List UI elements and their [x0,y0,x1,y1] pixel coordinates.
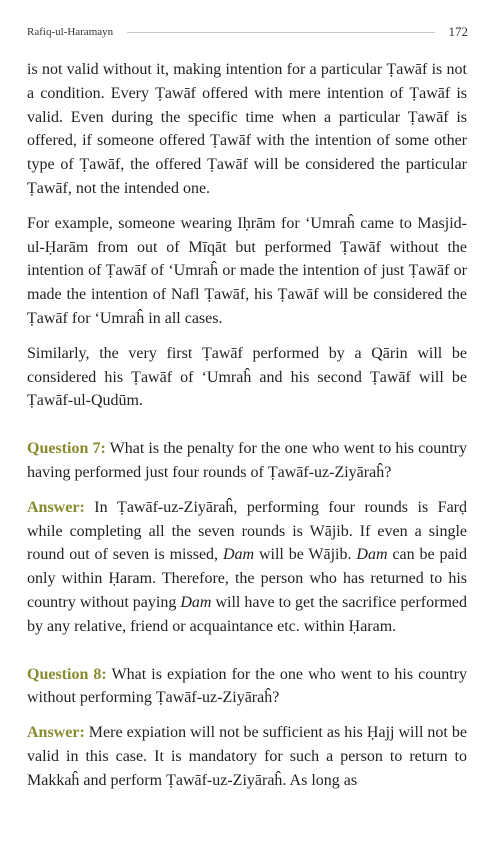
body-paragraph: For example, someone wearing Iḥrām for ‘Umraĥ came to Masjid-ul-Ḥarām from out of Mīqāt but performed Ṭawāf without the intention of Ṭawāf of ‘Umraĥ or made the intention of just Ṭawāf or made the intention of Nafl Ṭawāf, his Ṭawāf will be considered the Ṭawāf for ‘Umraĥ in all cases. [27,214,467,327]
question-label: Question 8: [27,665,107,683]
page-number: 172 [448,24,468,39]
question-text: What is the penalty for the one who went to his country having performed just four rounds of Ṭawāf-uz-Ziyāraĥ? [27,440,468,481]
italic-term: Dam [180,593,212,611]
body-paragraph: is not valid without it, making intention for a particular Ṭawāf is not a condition. Every Ṭawāf offered with mere intention of Ṭawāf is valid. Even during the specific time when a particular Ṭawāf is offered, if someone offered Ṭawāf with the intention of some other type of Ṭawāf, the offered Ṭawāf will be considered the particular Ṭawāf, not the intended one. [27,61,467,197]
question-7 [27,437,467,485]
answer-label: Answer: [27,724,85,742]
answer-text: will have to get the sacrifice performed by any relative, friend or acquaintance etc. within Ḥaram. [27,593,468,635]
answer-label: Answer: [27,498,85,516]
header-divider [127,32,434,33]
body-paragraph: Similarly, the very first Ṭawāf performed by a Qārin will be considered his Ṭawāf of ‘Umraĥ and his second Ṭawāf will be Ṭawāf-ul-Qudūm. [27,344,467,410]
book-title: Rafiq-ul-Haramayn [27,26,114,38]
page-header [27,24,468,40]
page-body [27,58,467,804]
answer-text: In Ṭawāf-uz-Ziyāraĥ, performing four rounds is Farḍ while completing all the seven rounds is Wājib. If even a single round out of seven is missed, [27,498,467,564]
question-text: What is expiation for the one who went to his country without performing Ṭawāf-uz-Ziyāraĥ? [27,665,468,707]
answer-text: can be paid only within Ḥaram. Therefore, the person who has returned to his country without paying [27,546,467,611]
answer-7 [27,496,467,639]
italic-term: Dam [222,546,255,564]
italic-term: Dam [356,546,388,564]
answer-text: Mere expiation will not be sufficient as his Ḥajj will not be valid in this case. It is mandatory for such a person to return to Makkaĥ and perform Ṭawāf-uz-Ziyāraĥ. As long as [27,724,467,789]
answer-8 [27,721,467,792]
question-8 [27,663,467,711]
answer-text: will be Wājib. [254,546,357,564]
question-label: Question 7: [27,440,106,458]
